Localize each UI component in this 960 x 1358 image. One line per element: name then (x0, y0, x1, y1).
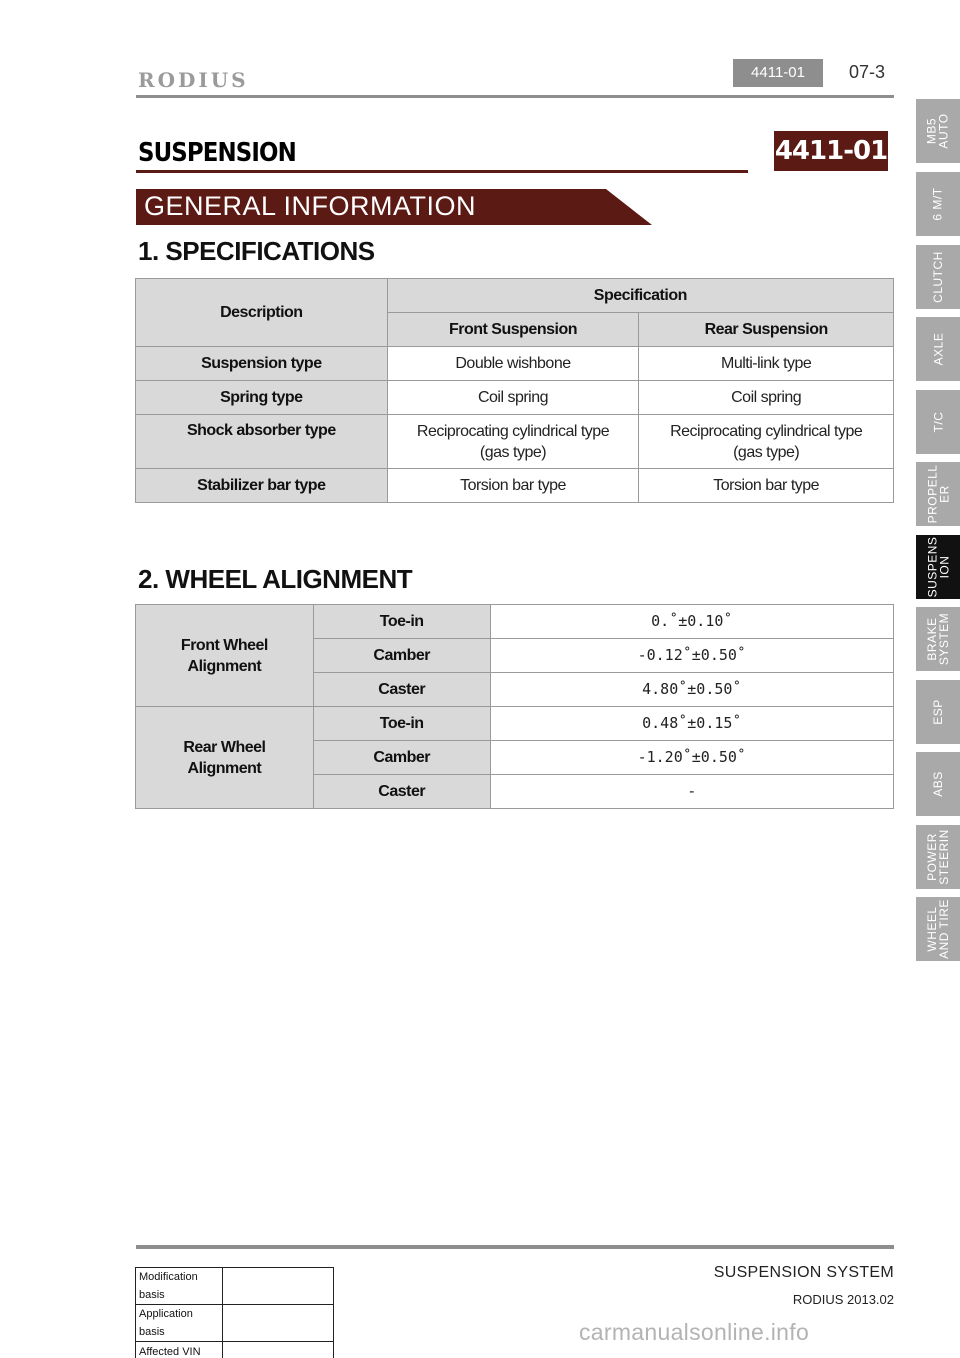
revision-table (135, 1267, 334, 1358)
revision-label: Application basis (136, 1305, 223, 1342)
side-tab-label: AXLE (931, 332, 945, 366)
table-row (136, 381, 894, 415)
rear-value (639, 415, 894, 469)
table-row (136, 347, 894, 381)
col-rear-suspension: Rear Suspension (639, 313, 894, 347)
group-label-line2: Alignment (187, 759, 262, 777)
side-tab-mb5-auto[interactable] (916, 99, 960, 163)
revision-value (223, 1305, 334, 1342)
revision-label: Affected VIN (136, 1342, 223, 1358)
item-value: 0.48˚±0.15˚ (490, 707, 893, 741)
item-label: Caster (313, 673, 490, 707)
col-description: Description (136, 279, 388, 347)
title-code-badge: 4411-01 (774, 131, 888, 171)
group-label-line1: Rear Wheel (183, 738, 266, 756)
front-value-line2: (gas type) (479, 443, 547, 461)
col-front-suspension: Front Suspension (387, 313, 639, 347)
table-row (136, 1305, 334, 1342)
table-row (136, 469, 894, 503)
rear-value-line1: Reciprocating cylindrical type (670, 422, 863, 440)
table-row (136, 605, 894, 639)
side-tab-esp[interactable] (916, 680, 960, 744)
side-tab-abs[interactable] (916, 752, 960, 816)
rear-value: Multi-link type (639, 347, 894, 381)
item-label: Toe-in (313, 605, 490, 639)
group-label-line2: Alignment (187, 657, 262, 675)
side-tab-axle[interactable] (916, 317, 960, 381)
side-tab-brake-system[interactable] (916, 607, 960, 671)
group-label (136, 605, 314, 707)
title-underline (136, 170, 748, 173)
footer-divider (136, 1245, 894, 1249)
table-row (136, 1268, 334, 1305)
side-tab-label: BRAKE SYSTEM (925, 612, 951, 666)
table-row (136, 415, 894, 469)
side-tab-propeller[interactable] (916, 462, 960, 526)
rear-value: Torsion bar type (639, 469, 894, 503)
row-label: Stabilizer bar type (136, 469, 388, 503)
item-label: Caster (313, 775, 490, 809)
item-value: -1.20˚±0.50˚ (490, 741, 893, 775)
row-label: Spring type (136, 381, 388, 415)
side-tab-label: CLUTCH (931, 251, 946, 303)
item-value: 4.80˚±0.50˚ (490, 673, 893, 707)
revision-value (223, 1342, 334, 1358)
side-tab-label: ABS (930, 771, 945, 797)
footer-title: SUSPENSION SYSTEM (713, 1264, 894, 1281)
rear-value: Coil spring (639, 381, 894, 415)
revision-value (223, 1268, 334, 1305)
section-code-badge: 4411-01 (733, 59, 823, 87)
row-label: Suspension type (136, 347, 388, 381)
side-tab-label: ESP (930, 699, 945, 725)
front-value-line1: Reciprocating cylindrical type (416, 422, 610, 440)
group-label-line1: Front Wheel (180, 636, 268, 654)
side-tab-wheel-and-tire[interactable] (916, 897, 960, 961)
table-row (136, 1342, 334, 1358)
col-specification: Specification (387, 279, 893, 313)
wheel-alignment-table (135, 604, 894, 809)
brand-logo: RODIUS (138, 68, 249, 92)
side-tab-clutch[interactable] (916, 245, 960, 309)
side-tab-6mt[interactable] (916, 172, 960, 236)
front-value: Double wishbone (387, 347, 639, 381)
page-title: SUSPENSION (138, 138, 296, 168)
front-value (387, 415, 639, 469)
revision-label: Modification basis (136, 1268, 223, 1305)
group-label (136, 707, 314, 809)
page-number: 07-3 (849, 62, 886, 82)
specifications-heading: 1. SPECIFICATIONS (138, 236, 375, 266)
section-banner-text: GENERAL INFORMATION (144, 191, 477, 221)
item-value: 0.˚±0.10˚ (490, 605, 893, 639)
side-tab-label: 6 M/T (930, 187, 945, 221)
item-value: -0.12˚±0.50˚ (490, 639, 893, 673)
side-tab-suspension[interactable] (916, 535, 960, 599)
side-tab-label: MB5 AUTO (925, 113, 951, 149)
header-divider (136, 95, 894, 98)
side-tab-power-steering[interactable] (916, 825, 960, 889)
wheel-alignment-heading: 2. WHEEL ALIGNMENT (138, 564, 413, 594)
row-label: Shock absorber type (136, 415, 388, 469)
table-row (136, 707, 894, 741)
item-value: - (490, 775, 893, 809)
side-tab-label: T/C (931, 411, 945, 433)
side-tab-label: WHEEL AND TIRE (925, 899, 952, 959)
side-tab-label: SUSPENS ION (925, 536, 952, 598)
side-tab-tc[interactable] (916, 390, 960, 454)
footer-subtitle: RODIUS 2013.02 (792, 1292, 894, 1307)
specifications-table (135, 278, 894, 503)
item-label: Camber (313, 639, 490, 673)
item-label: Camber (313, 741, 490, 775)
front-value: Torsion bar type (387, 469, 639, 503)
side-tab-label: PROPELL ER (925, 464, 952, 524)
item-label: Toe-in (313, 707, 490, 741)
front-value: Coil spring (387, 381, 639, 415)
rear-value-line2: (gas type) (733, 443, 800, 461)
watermark-text: carmanualsonline.info (579, 1319, 810, 1345)
side-tab-label: POWER STEERIN (925, 829, 952, 885)
